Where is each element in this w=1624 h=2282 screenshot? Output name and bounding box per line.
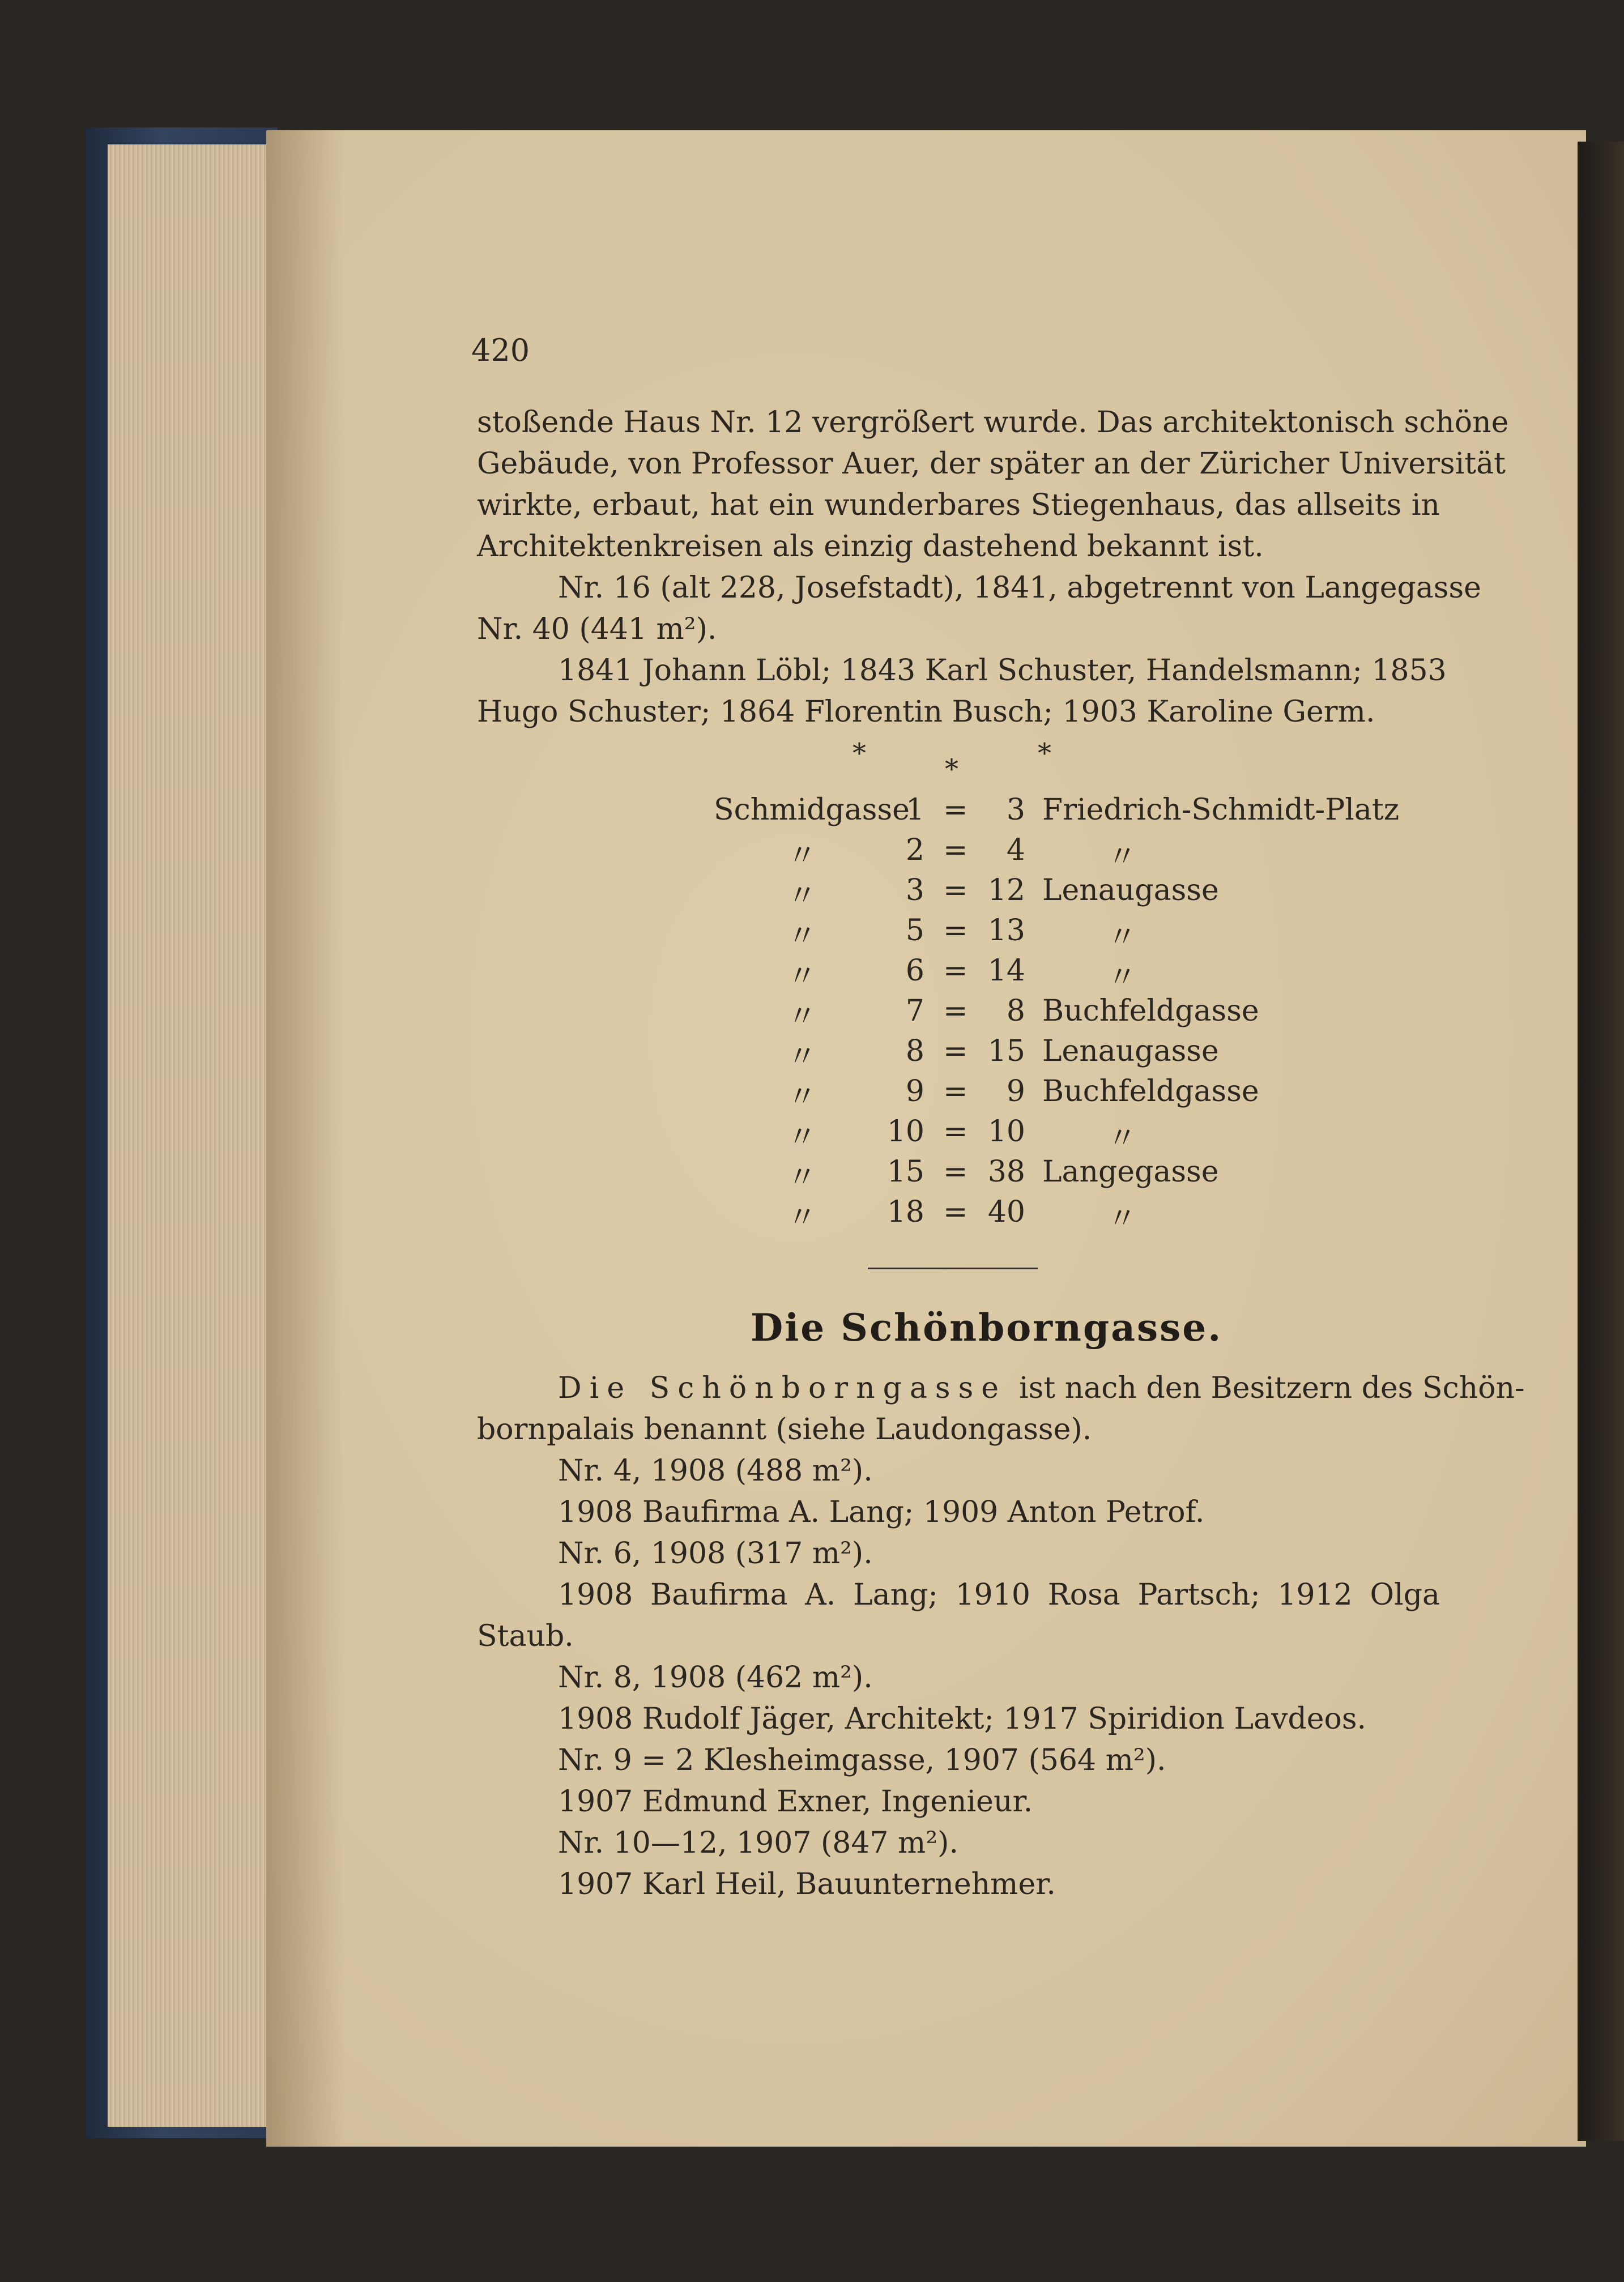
ditto-mark: 〃 — [787, 1120, 817, 1154]
asterisk: * — [853, 737, 866, 769]
entry-line: 1908 Baufirma A. Lang; 1909 Anton Petrof. — [558, 1495, 1205, 1529]
equals-sign: = — [943, 1074, 968, 1108]
text-line: Nr. 16 (alt 228, Josefstadt), 1841, abgetrennt von Langegasse — [558, 571, 1481, 605]
equals-sign: = — [943, 833, 968, 867]
street-name: Schmidgasse — [714, 793, 910, 827]
old-number: 3 — [905, 873, 924, 907]
new-number: 38 — [987, 1155, 1025, 1189]
new-number: 13 — [987, 914, 1025, 948]
ditto-mark: 〃 — [787, 879, 817, 913]
street-name-spaced: Die Schönborngasse — [558, 1371, 1007, 1405]
equals-sign: = — [943, 1195, 968, 1229]
old-number: 9 — [905, 1074, 924, 1108]
target-street: 〃 — [1107, 1202, 1137, 1236]
old-number: 6 — [905, 954, 924, 988]
equals-sign: = — [943, 873, 968, 907]
text-line: bornpalais benannt (siehe Laudongasse). — [477, 1413, 1092, 1447]
equals-sign: = — [943, 994, 968, 1028]
new-number: 8 — [1006, 994, 1025, 1028]
asterisk: * — [1038, 737, 1051, 769]
target-street: Langegasse — [1042, 1155, 1219, 1189]
ditto-mark: 〃 — [787, 839, 817, 873]
old-number: 18 — [886, 1195, 924, 1229]
new-number: 4 — [1006, 833, 1025, 867]
text-line: stoßende Haus Nr. 12 vergrößert wurde. Das architektonisch schöne — [477, 406, 1509, 440]
old-number: 10 — [886, 1115, 924, 1149]
entry-line: 1907 Karl Heil, Bauunternehmer. — [558, 1867, 1056, 1901]
asterisk: * — [945, 753, 958, 785]
old-number: 2 — [905, 833, 924, 867]
entry-line: 1908 Rudolf Jäger, Architekt; 1917 Spiridion Lavdeos. — [558, 1702, 1367, 1736]
section-divider — [868, 1268, 1038, 1269]
text-line: Nr. 40 (441 m²). — [477, 612, 717, 646]
entry-line: 1907 Edmund Exner, Ingenieur. — [558, 1785, 1033, 1819]
equals-sign: = — [943, 954, 968, 988]
target-street: Buchfeldgasse — [1042, 994, 1259, 1028]
ditto-mark: 〃 — [787, 1000, 817, 1034]
new-number: 9 — [1006, 1074, 1025, 1108]
target-street: Lenaugasse — [1042, 1034, 1219, 1068]
entry-line: Staub. — [477, 1619, 574, 1653]
target-street: 〃 — [1107, 1121, 1137, 1155]
page-number: 420 — [471, 332, 530, 368]
target-street: Lenaugasse — [1042, 873, 1219, 907]
target-street: 〃 — [1107, 961, 1137, 995]
text-line: Hugo Schuster; 1864 Florentin Busch; 1903 Karoline Germ. — [477, 695, 1375, 729]
equals-sign: = — [943, 1155, 968, 1189]
entry-line: Nr. 8, 1908 (462 m²). — [558, 1661, 873, 1695]
ditto-mark: 〃 — [787, 1040, 817, 1074]
ditto-mark: 〃 — [787, 1201, 817, 1235]
ditto-mark: 〃 — [787, 1080, 817, 1114]
entry-line: Nr. 10—12, 1907 (847 m²). — [558, 1826, 959, 1860]
old-number: 1 — [905, 793, 924, 827]
text-line: Architektenkreisen als einzig dastehend bekannt ist. — [477, 530, 1264, 564]
new-number: 10 — [987, 1115, 1025, 1149]
equals-sign: = — [943, 1034, 968, 1068]
new-number: 14 — [987, 954, 1025, 988]
target-street: Buchfeldgasse — [1042, 1074, 1259, 1108]
target-street: Friedrich-Schmidt-Platz — [1042, 793, 1400, 827]
section-heading: Die Schönborngasse. — [751, 1306, 1223, 1350]
old-number: 15 — [886, 1155, 924, 1189]
old-number: 5 — [905, 914, 924, 948]
ditto-mark: 〃 — [787, 1161, 817, 1195]
equals-sign: = — [943, 1115, 968, 1149]
entry-line: Nr. 9 = 2 Klesheimgasse, 1907 (564 m²). — [558, 1743, 1166, 1777]
old-number: 8 — [905, 1034, 924, 1068]
new-number: 15 — [987, 1034, 1025, 1068]
ditto-mark: 〃 — [787, 919, 817, 953]
intro-rest: ist nach den Besitzern des Schön- — [1019, 1371, 1525, 1405]
new-number: 3 — [1006, 793, 1025, 827]
target-street: 〃 — [1107, 840, 1137, 874]
facing-page-edge — [1578, 142, 1624, 2141]
old-number: 7 — [905, 994, 924, 1028]
new-number: 40 — [987, 1195, 1025, 1229]
equals-sign: = — [943, 793, 968, 827]
entry-line: Nr. 4, 1908 (488 m²). — [558, 1454, 873, 1488]
intro-line — [558, 1368, 1525, 1409]
ditto-mark: 〃 — [787, 959, 817, 993]
spine-shadow — [266, 130, 346, 2147]
new-number: 12 — [987, 873, 1025, 907]
text-line: 1841 Johann Löbl; 1843 Karl Schuster, Handelsmann; 1853 — [558, 654, 1447, 688]
target-street: 〃 — [1107, 920, 1137, 954]
entry-line: Nr. 6, 1908 (317 m²). — [558, 1537, 873, 1571]
text-line: Gebäude, von Professor Auer, der später an der Züricher Universität — [477, 447, 1506, 481]
text-line: wirkte, erbaut, hat ein wunderbares Stiegenhaus, das allseits in — [477, 488, 1440, 522]
page-edges — [108, 144, 289, 2127]
equals-sign: = — [943, 914, 968, 948]
entry-line: 1908 Baufirma A. Lang; 1910 Rosa Partsch; 1912 Olga — [558, 1578, 1440, 1612]
